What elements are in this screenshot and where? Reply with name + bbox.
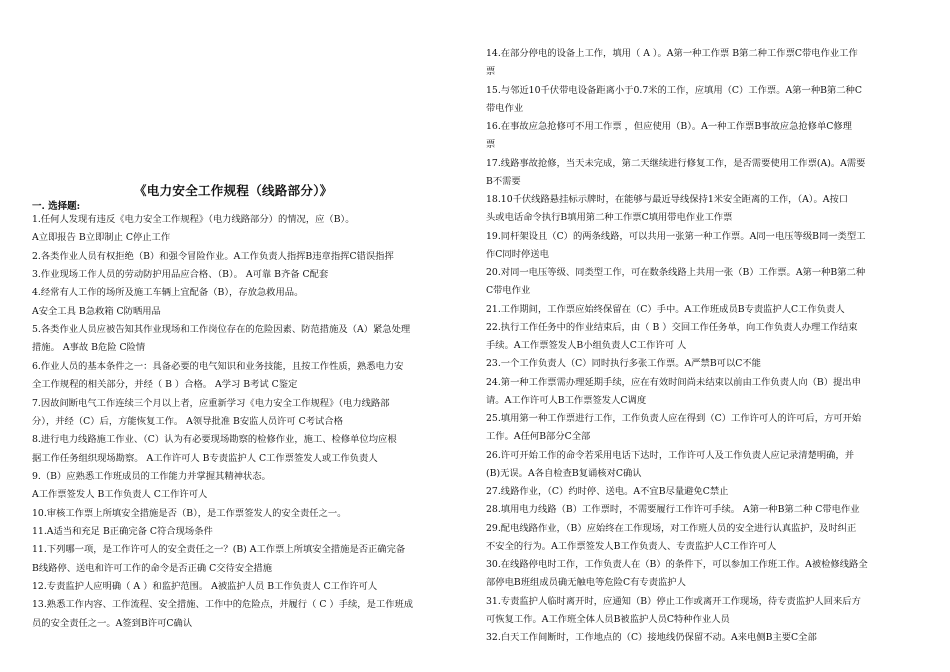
- question-line: 23.一个工作负责人（C）同时执行多张工作票。A严禁B可以C不能: [486, 358, 761, 370]
- question-line: 29.配电线路作业，（B）应始终在工作现场，对工作班人员的安全进行认真监护，及时纠正: [486, 522, 857, 534]
- question-line: 11.A适当和充足 B正确完备 C符合现场条件: [32, 525, 213, 537]
- question-line: 作C同时停送电: [486, 248, 549, 260]
- question-line: 5.各类作业人员应被告知其作业现场和工作岗位存在的危险因素、防范措施及（A）紧急处理: [32, 324, 411, 336]
- question-line: 30.在线路停电时工作，工作负责人在（B）的条件下，可以参加工作班工作。A被检修线路全: [486, 559, 868, 570]
- question-line: 2.各类作业人员有权拒绝（B）和强令冒险作业。A工作负责人指挥B违章指挥C错误指挥: [32, 250, 394, 262]
- question-line: 12.专责监护人应明确（ A ）和监护范围。 A被监护人员 B工作负责人 C工作许可人: [32, 581, 378, 592]
- question-line: A工作票签发人 B工作负责人 C工作许可人: [32, 489, 208, 501]
- question-line: 9.（B）应熟悉工作班成员的工作能力并掌握其精神状态。: [32, 470, 271, 482]
- question-line: 11.下列哪一项，是工作许可人的安全责任之一？(B) A工作票上所填安全措施是否正确完备: [32, 544, 406, 556]
- question-line: (B)无误。A各自检查B复诵核对C确认: [486, 467, 642, 479]
- question-line: 不安全的行为。A工作票签发人B工作负责人、专责监护人C工作许可人: [486, 540, 777, 552]
- question-line: 可恢复工作。A工作班全体人员B被监护人员C特种作业人员: [486, 613, 730, 625]
- question-line: 4.经常有人工作的场所及施工车辆上宜配备（B），存放急救用品。: [32, 287, 304, 299]
- question-line: A安全工具 B急救箱 C防晒用品: [32, 305, 161, 317]
- question-line: 请。A工作许可人B工作票签发人C调度: [486, 394, 647, 406]
- document-title: 《电力安全工作规程（线路部分）》: [134, 183, 333, 198]
- question-line: 票: [486, 66, 496, 78]
- question-line: 工作。A任何B部分C全部: [486, 431, 591, 443]
- question-line: 21.工作期间，工作票应始终保留在（C）手中。A工作班成员B专责监护人C工作负责人: [486, 303, 845, 315]
- question-line: 17.线路事故抢修，当天未完成，第二天继续进行修复工作，是否需要使用工作票(A)。A需要: [486, 157, 866, 169]
- question-line: 8.进行电力线路施工作业、（C）认为有必要现场勘察的检修作业，施工、检修单位均应根: [32, 434, 397, 446]
- question-line: C带电作业: [486, 285, 531, 297]
- question-line: 全工作规程的相关部分，并经（ B ）合格。 A学习 B考试 C鉴定: [32, 379, 298, 391]
- question-line: B不需要: [486, 175, 521, 187]
- question-line: 13.熟悉工作内容、工作流程、安全措施、工作中的危险点，并履行（ C ）手续，是工作班成: [32, 599, 414, 611]
- question-line: 分），并经（C）后，方能恢复工作。 A领导批准 B安监人员许可 C考试合格: [32, 415, 343, 427]
- question-line: 28.填用电力线路（B）工作票时，不需要履行工作许可手续。 A第一种B第二种 C带电作业: [486, 504, 860, 516]
- question-line: 1.任何人发现有违反《电力安全工作规程》（电力线路部分）的情况，应（B）。: [32, 214, 355, 225]
- question-line: 27.线路作业，（C）约时停、送电。A不宜B尽量避免C禁止: [486, 486, 729, 497]
- question-line: 18.10千伏线路悬挂标示牌时，在能够与最近导线保持1米安全距离的工作，（A）。A按口: [486, 194, 849, 205]
- question-line: 22.执行工作任务中的作业结束后，由（ B ）交回工作任务单，向工作负责人办理工作结束: [486, 321, 858, 333]
- section-heading: 一. 选择题:: [32, 201, 81, 212]
- question-line: 据工作任务组织现场勘察。 A工作许可人 B专责监护人 C工作票签发人或工作负责人: [32, 452, 378, 464]
- question-line: 32.白天工作间断时，工作地点的（C）接地线仍保留不动。A来电侧B主要C全部: [486, 632, 817, 643]
- question-line: 票: [486, 139, 496, 151]
- question-line: 26.许可开始工作的命令若采用电话下达时，工作许可人及工作负责人应记录清楚明确，并: [486, 449, 855, 461]
- question-line: 15.与邻近10千伏带电设备距离小于0.7米的工作，应填用（C）工作票。A第一种B第二种C: [486, 84, 862, 96]
- question-line: 16.在事故应急抢修可不用工作票 ，但应使用（B）。A一种工作票B事故应急抢修单C修理: [486, 121, 852, 132]
- question-line: B线路停、送电和许可工作的命令是否正确 C交待安全措施: [32, 562, 273, 574]
- question-line: 3.作业现场工作人员的劳动防护用品应合格、（B）。 A可靠 B齐备 C配套: [32, 269, 329, 281]
- question-line: 31.专责监护人临时离开时，应通知（B）停止工作或离开工作现场，待专责监护人回来后方: [486, 595, 861, 607]
- question-line: 7.因故间断电气工作连续三个月以上者，应重新学习《电力安全工作规程》（电力线路部: [32, 397, 390, 409]
- question-line: 10.审核工作票上所填安全措施是否（B），是工作票签发人的安全责任之一。: [32, 507, 347, 519]
- question-line: A立即报告 B立即制止 C停止工作: [32, 232, 171, 244]
- question-line: 头或电话命令执行B填用第二种工作票C填用带电作业工作票: [486, 212, 733, 224]
- question-line: 14.在部分停电的设备上工作，填用（ A ）。A第一种工作票 B第二种工作票C带电作业工作: [486, 48, 858, 59]
- question-line: 部停电B班组成员确无触电等危险C有专责监护人: [486, 577, 686, 589]
- question-line: 手续。A工作票签发人B小组负责人C工作许可 人: [486, 340, 687, 351]
- question-line: 24.第一种工作票需办理延期手续，应在有效时间尚未结束以前由工作负责人向（B）提出申: [486, 376, 861, 388]
- question-line: 6.作业人员的基本条件之一：具备必要的电气知识和业务技能，且按工作性质，熟悉电力安: [32, 360, 404, 372]
- question-line: 20.对同一电压等级、同类型工作，可在数条线路上共用一张（B）工作票。A第一种B第二种: [486, 267, 866, 278]
- question-line: 25.填用第一种工作票进行工作，工作负责人应在得到（C）工作许可人的许可后，方可开始: [486, 413, 862, 424]
- question-line: 带电作业: [486, 102, 524, 114]
- question-line: 员的安全责任之一。A签到B许可C确认: [32, 617, 193, 629]
- question-line: 措施。 A事故 B危险 C险情: [32, 342, 146, 354]
- question-line: 19.同杆架设且（C）的两条线路，可以共用一张第一种工作票。A同一电压等级B同一类型工: [486, 230, 866, 242]
